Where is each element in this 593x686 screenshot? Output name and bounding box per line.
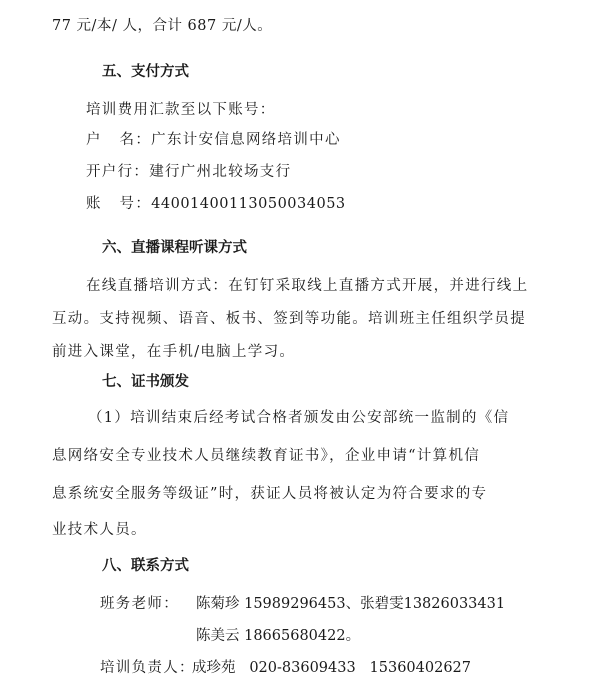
s6-line-2: 互动。支持视频、语音、板书、签到等功能。培训班主任组织学员提: [52, 311, 526, 327]
account-no-value: 44001400113050034053: [151, 196, 346, 212]
account-no-label: 账 号：: [86, 196, 152, 212]
section-5-title: 五、支付方式: [102, 64, 189, 80]
account-name-row: [86, 128, 341, 149]
account-name-value: 广东计安信息网络培训中心: [151, 132, 341, 148]
s7-line-3: 息系统安全服务等级证”时，获证人员将被认定为符合要求的专: [52, 486, 488, 502]
account-no-row: [86, 192, 346, 213]
s6-line-1: 在线直播培训方式：在钉钉采取线上直播方式开展，并进行线上: [86, 278, 529, 294]
s6-line-3: 前进入课堂，在手机/电脑上学习。: [52, 344, 296, 360]
section-6-title: 六、直播课程听课方式: [102, 240, 247, 256]
s7-line-1: （1）培训结束后经考试合格者颁发由公安部统一监制的《信: [88, 410, 510, 426]
teachers-label: 班务老师：: [100, 596, 179, 612]
s7-line-4: 业技术人员。: [52, 522, 147, 538]
fee-line: 77 元/本/ 人，合计 687 元/人。: [52, 18, 273, 34]
s7-line-2: 息网络安全专业技术人员继续教育证书》，企业申请“计算机信: [52, 448, 481, 464]
manager-label: 培训负责人：: [100, 660, 195, 676]
transfer-note: 培训费用汇款至以下账号：: [86, 102, 276, 118]
bank-row: [86, 160, 291, 181]
bank-label: 开户行：: [86, 164, 150, 180]
section-8-title: 八、联系方式: [102, 558, 189, 574]
teachers-line-2: 陈美云 18665680422。: [196, 628, 361, 644]
bank-value: 建行广州北较场支行: [149, 164, 292, 180]
manager-value: 成珍苑 020-83609433 15360402627: [192, 660, 472, 676]
teachers-line-1: 陈菊珍 15989296453、张碧雯13826033431: [196, 596, 506, 612]
account-name-label: 户 名：: [86, 132, 152, 148]
section-7-title: 七、证书颁发: [102, 374, 189, 390]
